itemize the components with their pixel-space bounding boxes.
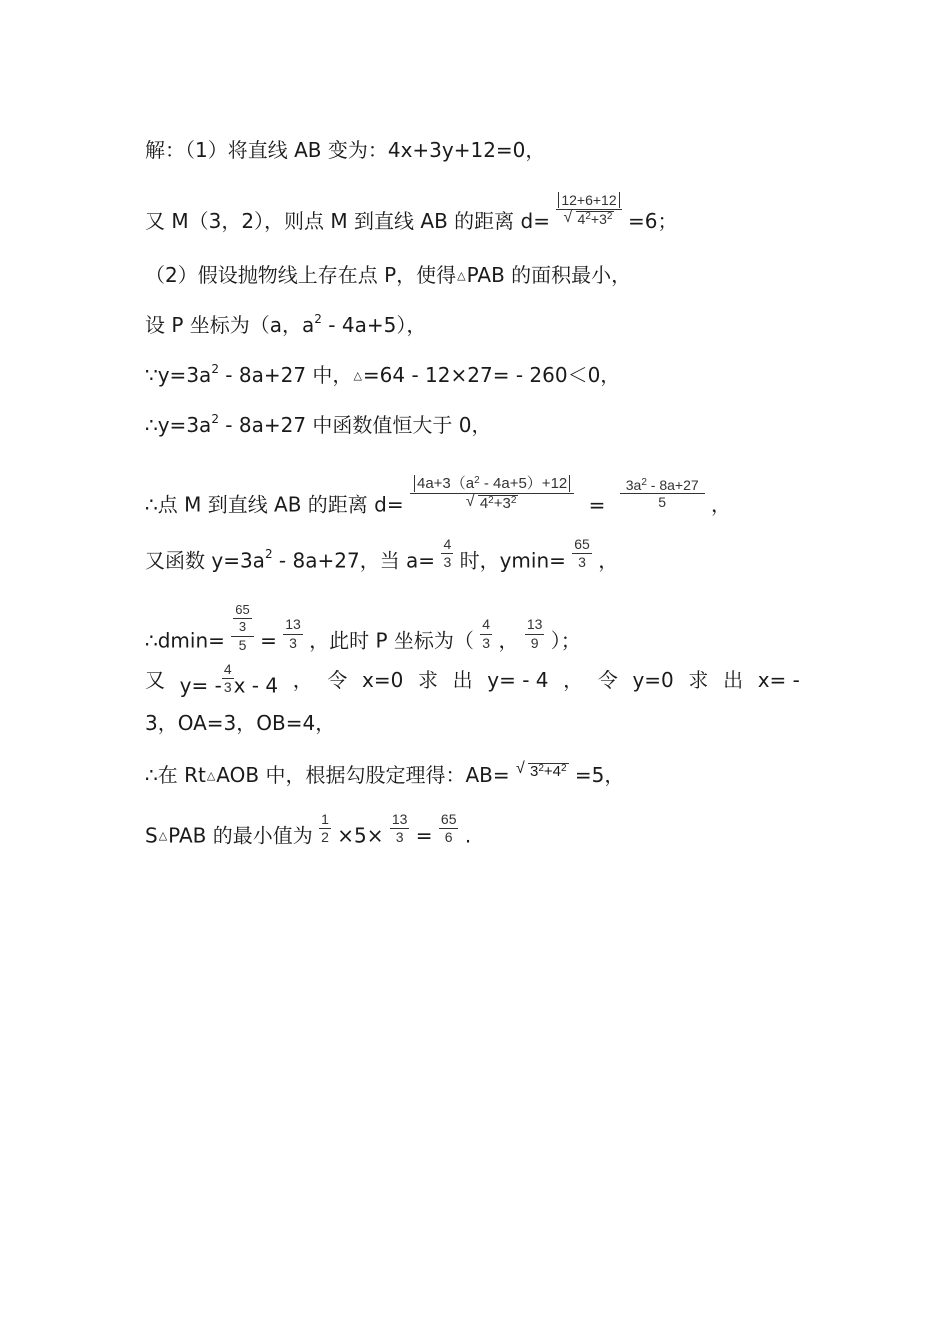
line-4: 设 P 坐标为（a，$a^2 - 4a+5$）， bbox=[145, 312, 427, 337]
line-6: $\therefore y=3a^2 - 8a+27$ 中函数值恒大于 0， bbox=[145, 412, 492, 437]
line-12: ∴在 Rt△AOB 中，根据勾股定理得：AB= √ $3^2+4^2 =5$， bbox=[145, 765, 624, 785]
line-3: （2）假设抛物线上存在点 P，使得△PAB 的面积最小， bbox=[145, 263, 632, 287]
simplified-fraction: $\frac{3a^2 - 8a+27}{5}$ bbox=[620, 478, 705, 511]
triangle-symbol: △ bbox=[457, 269, 466, 282]
sqrt-expression: √ $4^2+3^2$ bbox=[576, 211, 615, 227]
distance-fraction bbox=[556, 193, 621, 228]
distance-numerator: 12+6+12 bbox=[558, 192, 619, 208]
line-10: 又 y= - $\frac{4}{3}$ x - 4 ， 令 x=0 求 出 y= - 4 ， 令 y=0 求 出 x= - bbox=[145, 661, 800, 698]
line-7: ∴点 M 到直线 AB 的距离 d= $4a+3(a^2 - 4a+5)+12$ √ $4^2+3^2$ = $\frac{3a^2 - 8a+27}{5}$ ， bbox=[145, 488, 731, 524]
distance-fraction-general: $4a+3(a^2 - 4a+5)+12$ √ $4^2+3^2$ bbox=[410, 476, 574, 512]
line-5: $\because y=3a^2 - 8a+27$ 中，△=64 - 12×27= - 260＜0， bbox=[145, 362, 621, 387]
line-1: 解：（1）将直线 AB 变为：4x+3y+12=0， bbox=[145, 138, 546, 162]
line-13: S△PAB 的最小值为 $\frac{1}{2}$ ×5× $\frac{13}{3}$ = $\frac{65}{6}$ . bbox=[145, 811, 472, 848]
line-8: 又函数 $y=3a^2 - 8a+27$，当 a= $\frac{4}{3}$ 时，ymin= $\frac{65}{3}$ ， bbox=[145, 536, 619, 573]
line-11: 3，OA=3，OB=4， bbox=[145, 711, 336, 735]
line-2 bbox=[145, 192, 678, 240]
distance-result: =6； bbox=[627, 208, 678, 233]
distance-text: 又 M（3，2），则点 M 到直线 AB 的距离 d= bbox=[145, 208, 550, 233]
delta-symbol: △ bbox=[353, 369, 362, 382]
compound-fraction: $\frac{\frac{65}{3}}{5}$ bbox=[231, 603, 253, 653]
sqrt-ab: √ $3^2+4^2$ bbox=[528, 763, 569, 779]
line-9: ∴dmin= $\frac{\frac{65}{3}}{5}$ = $\frac{13}{3}$ ，此时 P 坐标为（ $\frac{4}{3}$ ， $\frac{13}{9}$ ）； bbox=[145, 602, 581, 653]
